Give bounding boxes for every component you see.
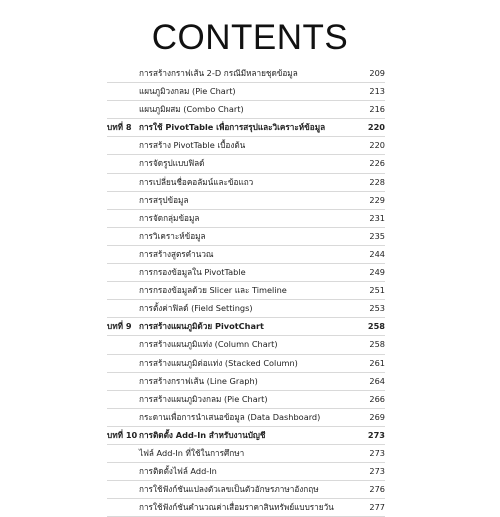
toc-entry-page: 226 (369, 158, 385, 169)
toc-entry-title: การสรุปข้อมูล (139, 194, 189, 205)
toc-entry-title: การใช้ฟังก์ชันแปลงตัวเลขเป็นตัวอักษรภาษาอังกฤษ (139, 484, 319, 495)
toc-entry-page: 276 (369, 484, 385, 495)
toc-entry (107, 499, 385, 517)
toc-chapter-heading (107, 318, 385, 336)
toc-entry (107, 192, 385, 210)
toc-entry-page: 228 (369, 176, 385, 187)
toc-entry-title: การใช้ฟังก์ชันคำนวณค่าเสื่อมราคาสินทรัพย์แบบรายวัน (139, 502, 334, 513)
toc-entry-page: 231 (369, 212, 385, 223)
toc-entry-title: ไฟล์ Add-In ที่ใช้ในการศึกษา (139, 447, 245, 458)
toc-entry (107, 65, 385, 83)
toc-entry-title: การกรองข้อมูลใน PivotTable (139, 267, 246, 278)
chapter-page: 220 (367, 122, 385, 133)
toc-entry (107, 83, 385, 101)
toc-entry-title: การจัดรูปแบบฟิลด์ (139, 158, 205, 169)
toc-entry-title: การกรองข้อมูลด้วย Slicer และ Timeline (139, 285, 287, 296)
toc-entry (107, 373, 385, 391)
chapter-number: บทที่ 10 (107, 429, 138, 440)
chapter-number: บทที่ 9 (107, 321, 132, 332)
toc-entry-page: 249 (369, 267, 385, 278)
toc-entry-page: 273 (369, 447, 385, 458)
toc-entry-page: 258 (369, 339, 385, 350)
chapter-page: 273 (367, 429, 385, 440)
toc-entry-page: 213 (369, 86, 385, 97)
toc-entry-title: การสร้าง PivotTable เบื้องต้น (139, 140, 246, 151)
chapter-title: การใช้ PivotTable เพื่อการสรุปและวิเคราะห์ข้อมูล (139, 122, 326, 133)
toc-entry-page: 229 (369, 194, 385, 205)
toc-entry-page: 269 (369, 411, 385, 422)
toc-chapter-heading (107, 427, 385, 445)
toc-entry-page: 277 (369, 502, 385, 513)
toc-entry-title: การสร้างกราฟเส้น 2-D กรณีมีหลายชุดข้อมูล (139, 68, 298, 78)
toc-entry-page: 261 (369, 357, 385, 368)
toc-entry (107, 210, 385, 228)
toc-entry (107, 174, 385, 192)
page-title: CONTENTS (151, 18, 349, 57)
toc-entry (107, 101, 385, 119)
toc-entry (107, 300, 385, 318)
toc-entry (107, 137, 385, 155)
chapter-page: 258 (367, 321, 385, 332)
toc-entry-title: การสร้างแผนภูมิวงกลม (Pie Chart) (139, 393, 268, 404)
toc-entry-title: การสร้างสูตรคำนวณ (139, 248, 214, 259)
chapter-title: การสร้างแผนภูมิด้วย PivotChart (139, 321, 264, 332)
toc-entry-title: การติดตั้งไฟล์ Add-In (139, 466, 217, 477)
toc-entry (107, 282, 385, 300)
toc-entry-title: กระดานเพื่อการนำเสนอข้อมูล (Data Dashboard) (139, 411, 321, 422)
toc-entry-title: การตั้งค่าฟิลด์ (Field Settings) (139, 303, 253, 314)
toc-entry (107, 264, 385, 282)
chapter-number: บทที่ 8 (107, 122, 132, 133)
toc-entry (107, 409, 385, 427)
toc-chapter-heading (107, 119, 385, 137)
toc-entry-page: 273 (369, 466, 385, 477)
toc-entry-title: การสร้างกราฟเส้น (Line Graph) (139, 375, 258, 386)
toc-entry-page: 266 (369, 393, 385, 404)
toc-entry (107, 155, 385, 173)
table-of-contents (0, 65, 500, 517)
toc-entry (107, 481, 385, 499)
toc-entry-title: การเปลี่ยนชื่อคอลัมน์และข้อแถว (139, 176, 254, 187)
toc-entry (107, 336, 385, 354)
chapter-title: การติดตั้ง Add-In สำหรับงานบัญชี (139, 429, 266, 440)
toc-entry-page: 209 (369, 68, 385, 78)
toc-entry-title: การวิเคราะห์ข้อมูล (139, 230, 206, 241)
toc-entry-page: 216 (369, 104, 385, 115)
toc-entry-page: 253 (369, 303, 385, 314)
toc-entry-page: 244 (369, 248, 385, 259)
toc-entry-page: 220 (369, 140, 385, 151)
toc-entry (107, 463, 385, 481)
toc-entry-page: 235 (369, 230, 385, 241)
toc-entry-page: 264 (369, 375, 385, 386)
toc-entry-page: 251 (369, 285, 385, 296)
toc-entry (107, 228, 385, 246)
toc-entry-title: แผนภูมิวงกลม (Pie Chart) (139, 86, 236, 97)
toc-entry-title: การสร้างแผนภูมิต่อแท่ง (Stacked Column) (139, 357, 298, 368)
toc-entry-title: แผนภูมิผสม (Combo Chart) (139, 104, 244, 115)
toc-entry-title: การจัดกลุ่มข้อมูล (139, 212, 200, 223)
toc-entry (107, 246, 385, 264)
toc-entry (107, 445, 385, 463)
toc-entry (107, 355, 385, 373)
toc-entry-title: การสร้างแผนภูมิแท่ง (Column Chart) (139, 339, 278, 350)
toc-entry (107, 391, 385, 409)
